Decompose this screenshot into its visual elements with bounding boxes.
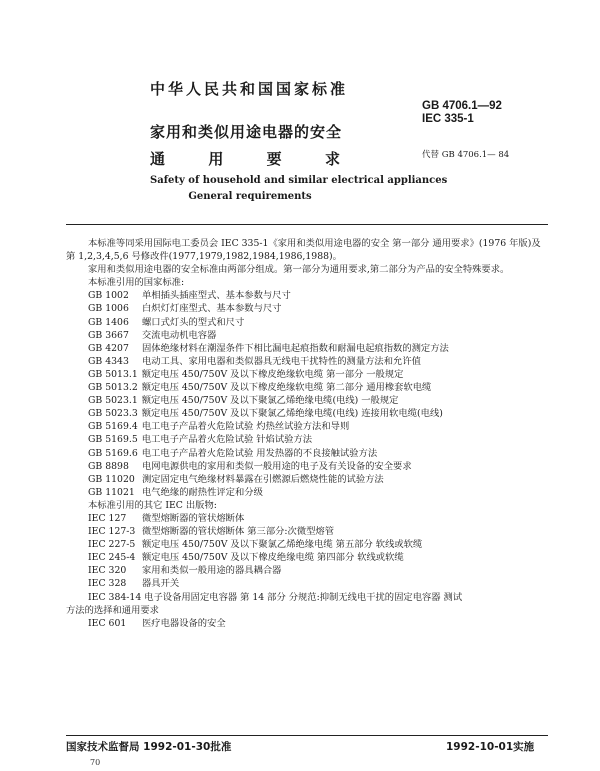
reference-item xyxy=(66,316,548,329)
reference-item xyxy=(66,381,548,394)
reference-code: GB 1006 xyxy=(88,303,129,315)
reference-code: GB 5169.6 xyxy=(88,447,138,459)
reference-item xyxy=(66,302,548,315)
national-standard-heading: 中华人民共和国国家标准 xyxy=(150,80,349,98)
reference-title: 单相插头插座型式、基本参数与尺寸 xyxy=(142,290,291,302)
reference-item xyxy=(66,617,548,630)
reference-code: GB 4343 xyxy=(88,355,129,367)
reference-code: GB 5169.4 xyxy=(88,421,138,433)
header-divider xyxy=(66,224,548,225)
reference-item xyxy=(66,407,548,420)
reference-code: GB 1002 xyxy=(88,290,129,302)
reference-title: 医疗电器设备的安全 xyxy=(142,617,226,629)
reference-code: GB 11021 xyxy=(88,486,135,498)
reference-item-iec384-line1: IEC 384-14 电子设备用固定电容器 第 14 部分 分规范:抑制无线电干扰的固定电容器 测试 xyxy=(88,591,463,603)
reference-code: GB 5169.5 xyxy=(88,434,138,446)
reference-item xyxy=(66,368,548,381)
national-refs-heading: 本标准引用的国家标准: xyxy=(88,277,185,289)
reference-code: IEC 127-3 xyxy=(88,526,136,538)
reference-title: 额定电压 450/750V 及以下橡皮绝缘软电缆 第二部分 通用橡套软电缆 xyxy=(141,382,432,394)
intro-paragraph: 本标准等同采用国际电工委员会 IEC 335-1《家用和类似用途电器的安全 第一部分 通用要求》(1976 年版)及第 1,2,3,4,5,6 号修改件(1977,1979,1982,1984,1986,1988)。 xyxy=(66,238,541,263)
reference-item xyxy=(66,433,548,446)
reference-title: 螺口式灯头的型式和尺寸 xyxy=(142,316,245,328)
title-char: 要 xyxy=(266,150,282,168)
structure-paragraph: 家用和类似用途电器的安全标准由两部分组成。第一部分为通用要求,第二部分为产品的安全特殊要求。 xyxy=(88,264,510,276)
reference-code: GB 1406 xyxy=(88,316,129,328)
approval-line: 国家技术监督局 1992-01-30批准 xyxy=(66,741,232,753)
reference-title: 额定电压 450/750V 及以下聚氯乙烯绝缘电缆 第五部分 软线或软缆 xyxy=(142,539,423,551)
reference-code: GB 5013.2 xyxy=(88,382,138,394)
reference-title: 电气绝缘的耐热性评定和分级 xyxy=(142,486,263,498)
reference-code: GB 5013.1 xyxy=(88,368,138,380)
implementation-date: 1992-10-01实施 xyxy=(446,741,535,753)
reference-title: 电工电子产品着火危险试验 针焰试验方法 xyxy=(141,434,313,446)
reference-code: GB 8898 xyxy=(88,460,129,472)
reference-code: GB 4207 xyxy=(88,342,129,354)
document-body xyxy=(66,237,548,630)
reference-code: IEC 601 xyxy=(88,617,127,629)
title-chinese-line1: 家用和类似用途电器的安全 xyxy=(150,123,343,141)
iec-refs-heading: 本标准引用的其它 IEC 出版物: xyxy=(88,499,217,511)
title-char: 求 xyxy=(324,150,340,168)
reference-item xyxy=(66,460,548,473)
reference-code: GB 5023.3 xyxy=(88,408,138,420)
replaces-standard: 代替 GB 4706.1— 84 xyxy=(422,150,510,160)
reference-title: 电动工具、家用电器和类似器具无线电干扰特性的测量方法和允许值 xyxy=(142,355,421,367)
reference-item xyxy=(66,355,548,368)
reference-title: 器具开关 xyxy=(142,578,180,590)
reference-title: 家用和类似一般用途的器具耦合器 xyxy=(142,565,282,577)
footer-divider xyxy=(66,735,548,736)
reference-item-iec384-line2: 方法的选择和通用要求 xyxy=(66,604,159,616)
title-chinese-line2 xyxy=(150,148,340,169)
reference-item xyxy=(66,394,548,407)
reference-title: 微型熔断器的管状熔断体 xyxy=(142,512,245,524)
page-number: 70 xyxy=(90,758,101,767)
reference-item xyxy=(66,538,548,551)
reference-title: 交流电动机电容器 xyxy=(142,329,217,341)
reference-code: IEC 127 xyxy=(88,512,127,524)
reference-item xyxy=(66,564,548,577)
reference-item xyxy=(66,486,548,499)
reference-item xyxy=(66,420,548,433)
reference-item xyxy=(66,551,548,564)
reference-code: IEC 227-5 xyxy=(88,539,136,551)
reference-item xyxy=(66,512,548,525)
reference-item xyxy=(66,473,548,486)
title-english-line1: Safety of household and similar electrical appliances xyxy=(150,175,448,186)
reference-title: 额定电压 450/750V 及以下聚氯乙烯绝缘电缆(电线) 连接用软电缆(电线) xyxy=(141,408,443,420)
reference-item xyxy=(66,447,548,460)
reference-item xyxy=(66,289,548,302)
reference-title: 电工电子产品着火危险试验 用发热器的不良接触试验方法 xyxy=(141,447,378,459)
reference-code: IEC 328 xyxy=(88,578,127,590)
reference-title: 电网电源供电的家用和类似一般用途的电子及有关设备的安全要求 xyxy=(142,460,412,472)
title-char: 通 xyxy=(150,150,166,168)
reference-item xyxy=(66,525,548,538)
reference-title: 电工电子产品着火危险试验 灼热丝试验方法和导则 xyxy=(141,421,350,433)
reference-item xyxy=(66,342,548,355)
reference-title: 额定电压 450/750V 及以下聚氯乙烯绝缘电缆(电线) 一般规定 xyxy=(141,395,399,407)
reference-title: 测定固定电气绝缘材料暴露在引燃源后燃烧性能的试验方法 xyxy=(142,473,384,485)
standard-number-block xyxy=(422,100,502,126)
reference-code: GB 11020 xyxy=(88,473,135,485)
gb-number: GB 4706.1—92 xyxy=(422,100,502,112)
reference-title: 额定电压 450/750V 及以下橡皮绝缘软电缆 第一部分 一般规定 xyxy=(141,368,404,380)
reference-item xyxy=(66,577,548,590)
reference-title: 额定电压 450/750V 及以下橡皮绝缘电缆 第四部分 软线或软缆 xyxy=(142,552,404,564)
reference-title: 白炽灯灯座型式、基本参数与尺寸 xyxy=(142,303,282,315)
reference-code: IEC 245-4 xyxy=(88,552,136,564)
reference-code: GB 3667 xyxy=(88,329,129,341)
iec-number: IEC 335-1 xyxy=(422,113,474,125)
reference-code: IEC 320 xyxy=(88,565,127,577)
reference-code: GB 5023.1 xyxy=(88,395,138,407)
reference-title: 固体绝缘材料在潮湿条件下相比漏电起痕指数和耐漏电起痕指数的测定方法 xyxy=(142,342,449,354)
title-english-line2: General requirements xyxy=(188,191,312,202)
title-char: 用 xyxy=(208,150,224,168)
reference-item xyxy=(66,329,548,342)
reference-title: 微型熔断器的管状熔断体 第三部分:次微型熔管 xyxy=(142,526,335,538)
